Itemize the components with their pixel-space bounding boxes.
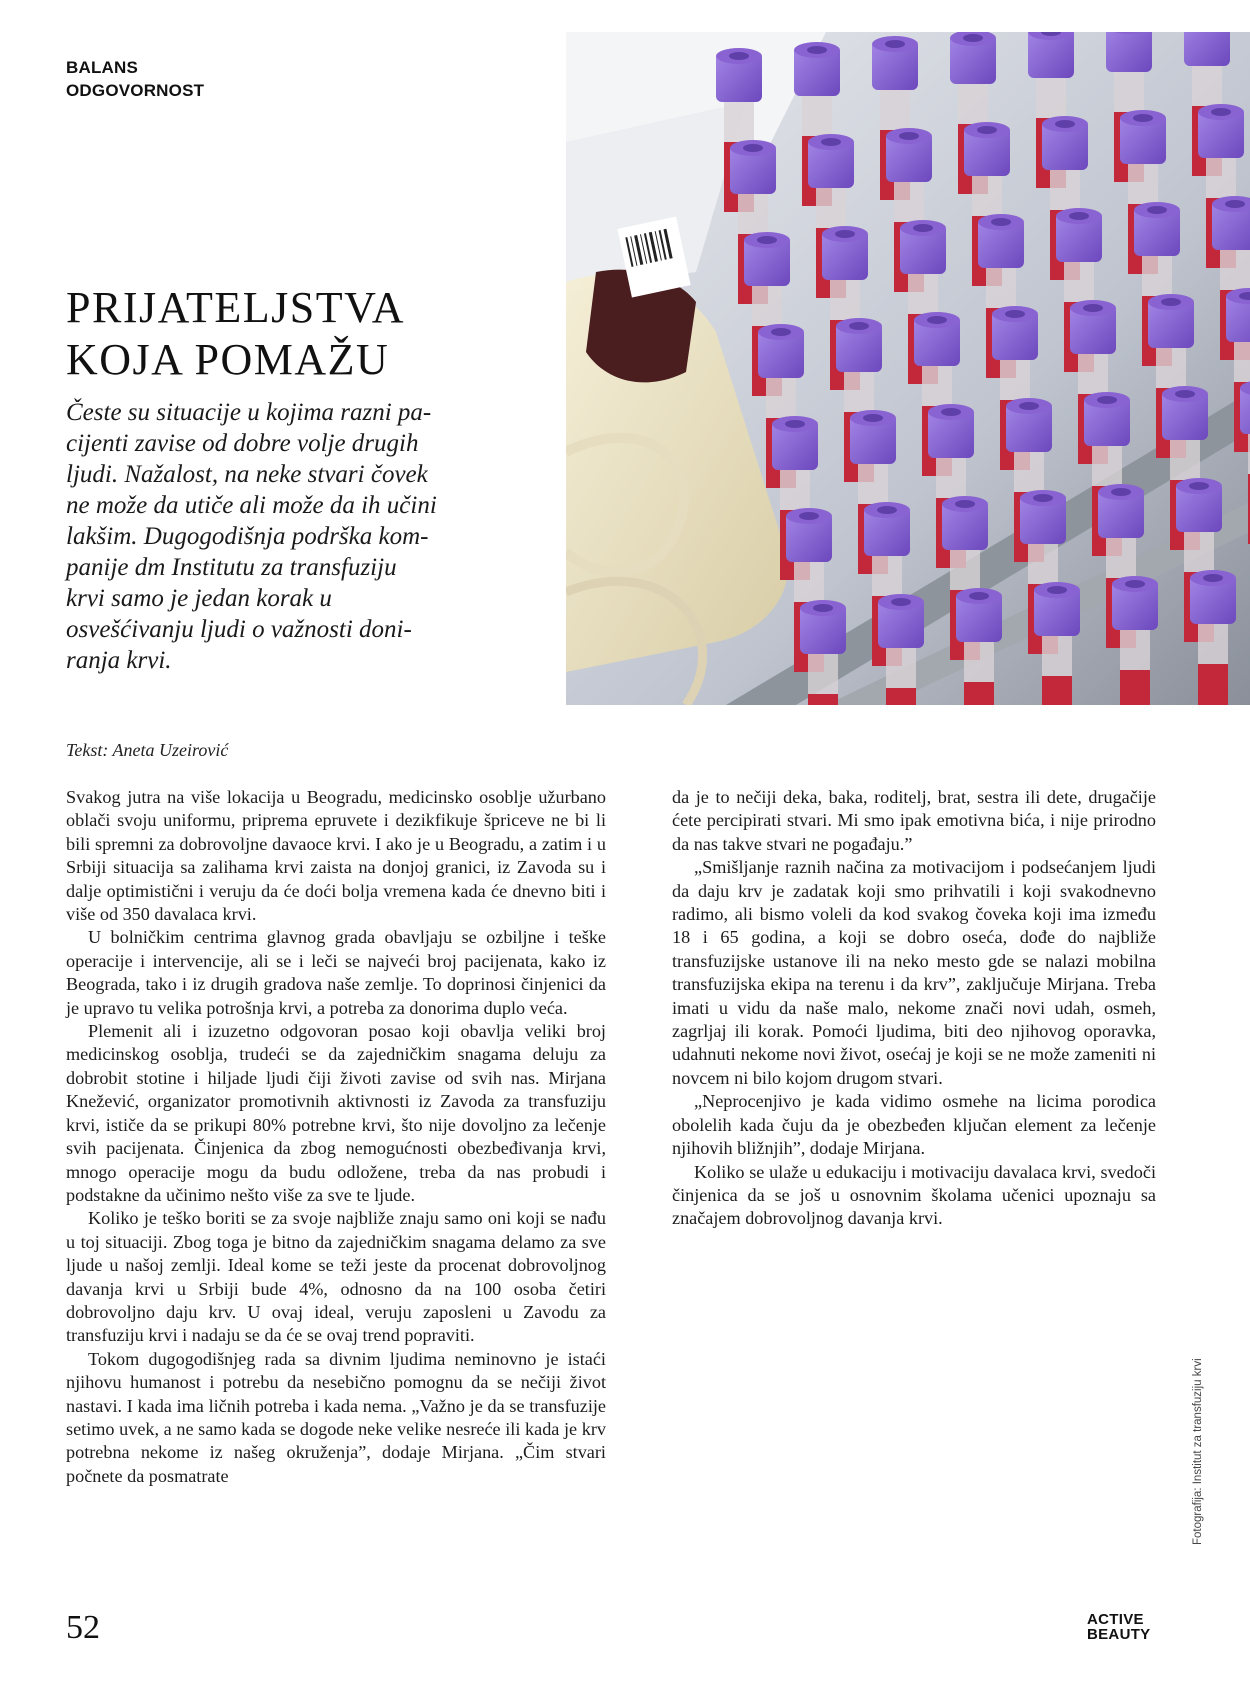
body-paragraph: U bolničkim centrima glavnog grada obavljaju se ozbiljne i teške operacije i intervencije, ali se i leči se najveći broj pacijenata, kako iz Beograda, tako i iz drugih gradova naše zemlje. To doprinosi činjenici da je upravo tu velika potrošnja krvi, a potreba za donorima duplo veća. bbox=[66, 927, 606, 1018]
tube-cap-hole bbox=[821, 138, 841, 146]
body-paragraph: Koliko se ulaže u edukaciju i motivaciju davalaca krvi, svedoči činjenica da se još u osnovnim školama učenici upoznaju sa značajem dobrovoljnog davanja krvi. bbox=[672, 1161, 1156, 1229]
tube-cap-hole bbox=[1047, 586, 1067, 594]
lead-line: osvešćivanju ljudi o važnosti doni- bbox=[66, 616, 412, 643]
body-paragraph: Svakog jutra na više lokacija u Beogradu, medicinsko osoblje užurbano oblači svoju uniformu, priprema epruvete i dezikfikuje špriceve ne bi li bili spremni za dobrovoljne davaoce krvi. I ako je u Beogradu, a zatim i u Srbiji situacija sa zalihama krvi zaista na donjoj granici, iz Zavoda su i dalje optimistični i veruju da će doći bolja vremena kada će dnevno biti i više od 350 davalaca krvi. bbox=[66, 787, 606, 925]
lead-line: Česte su situacije u kojima razni pa- bbox=[66, 399, 432, 426]
tube-cap-hole bbox=[991, 218, 1011, 226]
tube-cap-hole bbox=[835, 230, 855, 238]
body-paragraph: „Smišljanje raznih načina za motivacijom i podsećanjem ljudi da daju krv je zadatak koji smo prihvatili i koji svakodnevno radimo, ali bismo voleli da kod svakog čoveka koji ima između 18 i 65 godina, a koji se dobro oseća, dođe do najbliže transfuzijske ustanove ili na neko mesto gde se nalazi mobilna transfuzijska ekipa na terenu i da krv”, zaključuje Mirjana. Treba imati u vidu da naše malo, nekome znači novi udah, osmeh, zagrljaj ili korak. Pomoći ljudima, biti deo njihovog oporavka, udahnuti nekome novi život, osećaj je koji se ne može zameniti ni novcem ni bilo kojom drugom stvari. bbox=[672, 857, 1156, 1088]
lead-line: lakšim. Dugogodišnja podrška kom- bbox=[66, 523, 429, 550]
tube-cap-hole bbox=[1189, 482, 1209, 490]
tube-cap-hole bbox=[927, 316, 947, 324]
byline: Tekst: Aneta Uzeirović bbox=[66, 740, 229, 760]
body-paragraph: Tokom dugogodišnjeg rada sa divnim ljudima neminovno je istaći njihovu humanost i potrebu da nesebično pomognu da se nečiji život nastavi. I kada ima ličnih potreba i kada nema. „Važno je da se transfuzije setimo uvek, a ne samo kada se dogode neke velike nesreće ili kada je krv potrebna nekome iz našeg okruženja”, dodaje Mirjana. „Čim stvari počnete da posmatrate bbox=[66, 1348, 606, 1486]
page-number: 52 bbox=[66, 1609, 100, 1646]
body-column-right bbox=[672, 786, 1156, 1231]
tube-cap-hole bbox=[885, 40, 905, 48]
article-title bbox=[66, 282, 405, 386]
lead-line: ranja krvi. bbox=[66, 647, 172, 674]
lead-line: cijenti zavise od dobre volje drugih bbox=[66, 430, 419, 457]
section-label-line-2: ODGOVORNOST bbox=[66, 81, 205, 100]
tube-cap bbox=[1106, 32, 1152, 72]
tube-cap-hole bbox=[1097, 396, 1117, 404]
tube-cap-hole bbox=[1083, 304, 1103, 312]
lead-line: krvi samo je jedan korak u bbox=[66, 585, 332, 612]
tube-cap-hole bbox=[1019, 402, 1039, 410]
tube-cap-hole bbox=[977, 126, 997, 134]
magazine-logo bbox=[1087, 1612, 1150, 1642]
tube-cap-hole bbox=[969, 592, 989, 600]
tube-blood bbox=[1120, 670, 1150, 705]
tube-blood bbox=[964, 682, 994, 705]
magazine-logo-line-2: BEAUTY bbox=[1087, 1626, 1151, 1643]
lead-line: ljudi. Nažalost, na neke stvari čovek bbox=[66, 461, 428, 488]
tube-cap bbox=[1184, 32, 1230, 66]
tube-cap-hole bbox=[955, 500, 975, 508]
tube-cap-hole bbox=[877, 506, 897, 514]
body-paragraph: Plemenit ali i izuzetno odgovoran posao koji obavlja veliki broj medicinskog osoblja, trudeći se da zajedničkim snagama deluju za dobrobit stotine i hiljade ljudi čiji životi zavise od svih nas. Mirjana Knežević, organizator promotivnih aktivnosti iz Zavoda za transfuziju krvi, ističe da se prikupi 80% potrebne krvi, što nije dovoljno za lečenje svih pacijenata. Činjenica da zbog nemogućnosti obezbeđivanja krvi, mnogo operacije mogu da budu odložene, treba da nas probudi i podstakne da učinimo nešto više za sve te ljude. bbox=[66, 1021, 606, 1205]
tube-cap-hole bbox=[1211, 108, 1231, 116]
title-line-2: KOJA POMAŽU bbox=[66, 335, 390, 384]
tube-cap-hole bbox=[743, 144, 763, 152]
tube-blood bbox=[886, 688, 916, 705]
tube-cap-hole bbox=[1225, 200, 1245, 208]
tube-cap-hole bbox=[963, 34, 983, 42]
magazine-logo-line-1: ACTIVE bbox=[1087, 1611, 1144, 1628]
body-column-left bbox=[66, 786, 606, 1488]
tube-cap-hole bbox=[785, 420, 805, 428]
section-label bbox=[66, 56, 204, 102]
tube-cap-hole bbox=[1147, 206, 1167, 214]
tube-cap-hole bbox=[863, 414, 883, 422]
body-paragraph: Koliko je teško boriti se za svoje najbliže znaju samo oni koji se nađu u toj situaciji. Zbog toga je bitno da zajedničkim snagama delamo za sve ljude u našoj zemlji. Ideal kome se teži jeste da procenat dobrovoljnog davanja krvi u Srbiji bude 4%, odnosno da na 100 osoba četiri dobrovoljno daju krv. U ovaj ideal, veruju zaposleni u Zavodu za transfuziju krvi i nadaju se da će se ovaj trend popraviti. bbox=[66, 1208, 606, 1346]
section-label-line-1: BALANS bbox=[66, 58, 139, 77]
tube-blood bbox=[808, 694, 838, 705]
photo-credit: Fotografija: Institut za transfuziju krvi bbox=[1192, 1358, 1204, 1545]
tube-cap-hole bbox=[1005, 310, 1025, 318]
tube-cap-hole bbox=[729, 52, 749, 60]
tube-cap-hole bbox=[1033, 494, 1053, 502]
tube-cap-hole bbox=[1111, 488, 1131, 496]
tube-cap-hole bbox=[1133, 114, 1153, 122]
tube-cap-hole bbox=[1175, 390, 1195, 398]
tube-cap-hole bbox=[849, 322, 869, 330]
tube-cap-hole bbox=[1055, 120, 1075, 128]
tube-blood bbox=[1042, 676, 1072, 705]
lead-line: panije dm Institutu za transfuziju bbox=[66, 554, 397, 581]
body-paragraph: da je to nečiji deka, baka, roditelj, brat, sestra ili dete, drugačije ćete percipirati stvari. Mi smo ipak emotivna bića, i nije prirodno da nas takve stvari ne pogađaju.” bbox=[672, 787, 1156, 854]
tube-cap-hole bbox=[1125, 580, 1145, 588]
blood-tubes-photo bbox=[566, 32, 1250, 705]
tube-cap-hole bbox=[891, 598, 911, 606]
tube-cap-hole bbox=[771, 328, 791, 336]
lead-line: ne može da utiče ali može da ih učini bbox=[66, 492, 437, 519]
tube-cap-hole bbox=[1203, 574, 1223, 582]
tube-cap-hole bbox=[807, 46, 827, 54]
body-paragraph: „Neprocenjivo je kada vidimo osmehe na licima porodica obolelih kada čuju da je obezbeđen ključan element za lečenje njihovih bližnjih”, dodaje Mirjana. bbox=[672, 1091, 1156, 1159]
tube-cap-hole bbox=[1069, 212, 1089, 220]
tube-cap-hole bbox=[913, 224, 933, 232]
tube-cap-hole bbox=[799, 512, 819, 520]
title-line-1: PRIJATELJSTVA bbox=[66, 283, 405, 332]
tube-cap-hole bbox=[1161, 298, 1181, 306]
tube-cap-hole bbox=[941, 408, 961, 416]
article-lead bbox=[66, 397, 526, 676]
tube-cap-hole bbox=[757, 236, 777, 244]
tube-cap-hole bbox=[813, 604, 833, 612]
article-photo bbox=[566, 32, 1250, 705]
tube-cap-hole bbox=[899, 132, 919, 140]
tube-blood bbox=[1198, 664, 1228, 705]
